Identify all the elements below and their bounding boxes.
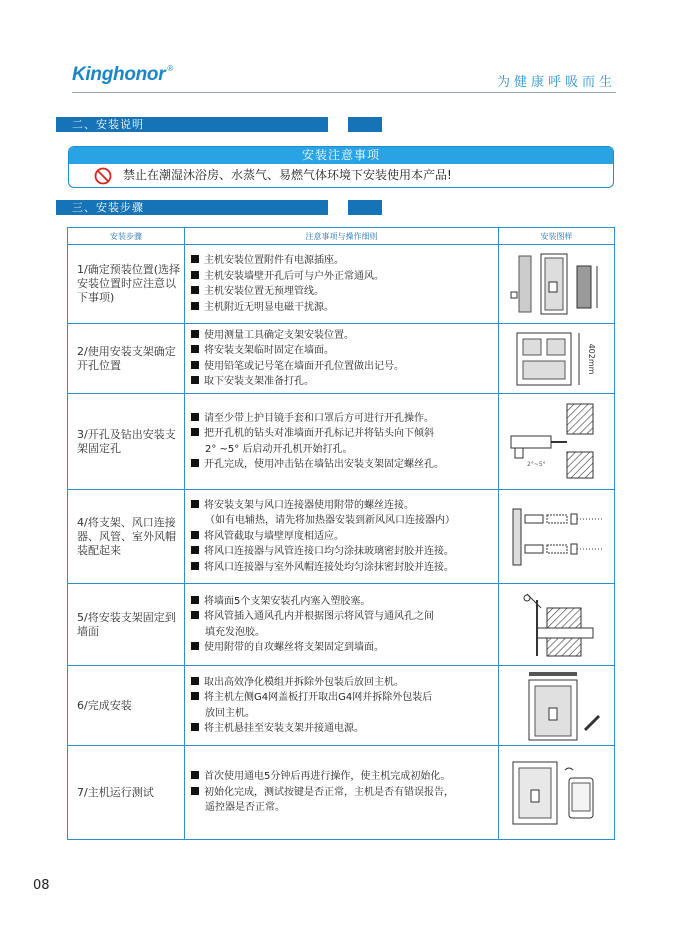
table-row [68,324,615,394]
angle-label: 2°~5° [526,460,546,468]
bullet-icon [191,723,199,731]
drilling-figure [507,400,607,484]
dimension-label: 402mm [586,343,596,374]
list-item: 将风管截取与墙壁厚度相适应。 [191,529,494,545]
section-title: 三、安装步骤 [72,201,144,214]
header-divider [72,92,616,93]
bullet-icon [191,361,199,369]
list-item: 放回主机。 [205,707,255,719]
section-heading-install-notes [56,117,328,132]
brand-name: Kinghonor [72,64,166,85]
section-title: 二、安装说明 [72,118,144,131]
registered-mark: ® [167,64,173,73]
bullet-icon [191,692,199,700]
list-item: 主机安装墙壁开孔后可与户外正常通风。 [191,269,494,285]
step-details [185,394,499,490]
install-steps-table [67,227,615,840]
table-row [68,666,615,746]
notice-body [69,164,613,187]
test-run-figure [507,758,607,828]
bullet-icon [191,286,199,294]
step-label: 5/将安装支架固定到墙面 [68,584,185,666]
bullet-icon [191,500,199,508]
list-item: 2° ~5° 后启动开孔机开始打孔。 [205,443,353,455]
list-item: 把开孔机的钻头对准墙面开孔标记并将钻头向下倾斜 [191,426,494,442]
list-item: 主机安装位置无预埋管线。 [191,284,494,300]
list-item: 开孔完成，使用冲击钻在墙钻出安装支架固定螺丝孔。 [191,457,494,473]
list-item: 将风管插入通风孔内并根据图示将风管与通风孔之间 [191,609,494,625]
slogan: 为健康呼吸而生 [497,75,617,90]
install-notice [68,146,614,188]
step-label: 2/使用安装支架确定开孔位置 [68,324,185,394]
bullet-icon [191,428,199,436]
table-row [68,746,615,840]
table-row [68,584,615,666]
list-item: 使用测量工具确定支架安装位置。 [191,328,494,344]
figure-cell [499,490,615,584]
figure-cell [499,746,615,840]
table-row [68,245,615,324]
step-details [185,245,499,324]
bullet-icon [191,345,199,353]
step-details [185,584,499,666]
assembly-figure [507,505,607,569]
list-item: 填充发泡胶。 [205,626,265,638]
table-row [68,394,615,490]
bullet-icon [191,376,199,384]
notice-text: 禁止在潮湿沐浴房、水蒸气、易燃气体环境下安装使用本产品! [123,168,452,182]
bullet-icon [191,271,199,279]
bullet-icon [191,546,199,554]
bullet-icon [191,302,199,310]
list-item: 将风口连接器与风管连接口均匀涂抹玻璃密封胶并连接。 [191,544,494,560]
list-item: 取出高效净化模组并拆除外包装后放回主机。 [191,675,494,691]
prohibited-icon [94,167,112,185]
list-item: 将风口连接器与室外风帽连接处均匀涂抹密封胶并连接。 [191,560,494,576]
step-label: 4/将支架、风口连接器、风管、室外风帽装配起来 [68,490,185,584]
step-label: 7/主机运行测试 [68,746,185,840]
table-row [68,490,615,584]
bullet-icon [191,531,199,539]
bullet-icon [191,413,199,421]
list-item: 使用附带的自攻螺丝将支架固定到墙面。 [191,640,494,656]
bullet-icon [191,255,199,263]
figure-cell [499,394,615,490]
list-item: 初始化完成，测试按键是否正常，主机是否有错误报告， [191,785,494,801]
table-header-row [68,228,615,245]
figure-cell [499,324,615,394]
bullet-icon [191,611,199,619]
step-details [185,324,499,394]
bullet-icon [191,459,199,467]
list-item: 使用铅笔或记号笔在墙面开孔位置做出记号。 [191,359,494,375]
list-item: 取下安装支架准备打孔。 [191,374,494,390]
section-decor-box [348,117,382,132]
bullet-icon [191,787,199,795]
step-details [185,490,499,584]
figure-cell [499,666,615,746]
brand-logo [72,64,173,86]
header-details: 注意事项与操作细则 [185,228,499,245]
list-item: 请至少带上护目镜手套和口罩后方可进行开孔操作。 [191,411,494,427]
unit-installed-figure [507,670,607,742]
figure-cell [499,245,615,324]
list-item: 将墙面5个支架安装孔内塞入塑胶塞。 [191,594,494,610]
list-item: 主机附近无明显电磁干扰源。 [191,300,494,316]
page-number: 08 [33,878,50,893]
bullet-icon [191,771,199,779]
step-label: 1/确定预装位置(选择安装位置时应注意以下事项) [68,245,185,324]
bullet-icon [191,596,199,604]
bullet-icon [191,562,199,570]
list-item: 遥控器是否正常。 [205,802,285,814]
step-label: 3/开孔及钻出安装支架固定孔 [68,394,185,490]
section-decor-box [348,200,382,215]
step-details [185,666,499,746]
list-item: 将安装支架与风口连接器使用附带的螺丝连接。 [191,498,494,514]
step-label: 6/完成安装 [68,666,185,746]
header-step: 安装步骤 [68,228,185,245]
list-item: （如有电辅热，请先将加热器安装到新风风口连接器内） [205,515,455,527]
list-item: 将主机左侧G4网盖板打开取出G4网并拆除外包装后 [191,690,494,706]
list-item: 首次使用通电5分钟后再进行操作，使主机完成初始化。 [191,769,494,785]
notice-title: 安装注意事项 [69,147,613,164]
unit-position-figure [509,252,605,316]
bullet-icon [191,330,199,338]
list-item: 主机安装位置附件有电源插座。 [191,253,494,269]
section-heading-install-steps [56,200,328,215]
list-item: 将安装支架临时固定在墙面。 [191,343,494,359]
bullet-icon [191,642,199,650]
list-item: 将主机悬挂至安装支架并接通电源。 [191,721,494,737]
fix-bracket-figure [507,590,607,660]
header-figure: 安装图样 [499,228,615,245]
figure-cell [499,584,615,666]
bullet-icon [191,677,199,685]
step-details [185,746,499,840]
bracket-figure [509,329,605,389]
